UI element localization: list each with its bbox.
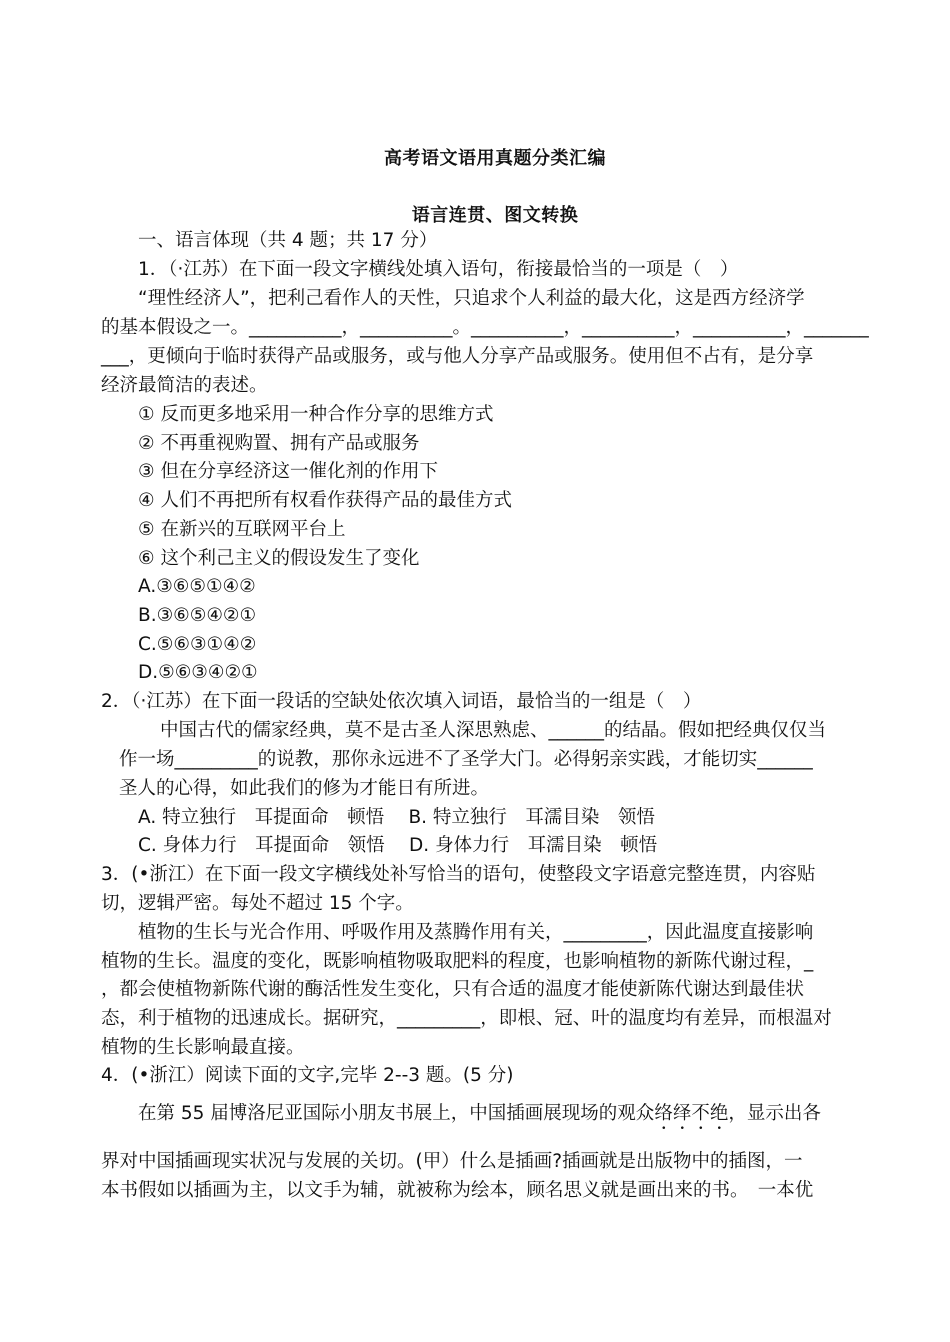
q1-item: ② 不再重视购置、拥有产品或服务 xyxy=(138,433,420,454)
q3-passage-line: 植物的生长与光合作用、呼吸作用及蒸腾作用有关，_________，因此温度直接影响 xyxy=(138,922,814,943)
q1-stem: 1．（·江苏）在下面一段文字横线处填入语句，衔接最恰当的一项是（ ） xyxy=(138,259,739,280)
q4-text-after: ，显示出各 xyxy=(728,1103,821,1124)
q3-stem-line: 切，逻辑严密。每处不超过 15 个字。 xyxy=(101,893,414,914)
q1-option: B.③⑥⑤④②① xyxy=(138,605,257,626)
document-title: 高考语文语用真题分类汇编 xyxy=(384,148,606,169)
q1-passage-line: ___，更倾向于临时获得产品或服务，或与他人分享产品或服务。使用但不占有，是分享 xyxy=(101,346,814,367)
q1-item: ① 反而更多地采用一种合作分享的思维方式 xyxy=(138,404,494,425)
q1-option: D.⑤⑥③④②① xyxy=(138,662,258,683)
q4-passage-line xyxy=(138,1102,821,1134)
q3-passage-line: 植物的生长。温度的变化，既影响植物吸取肥料的程度，也影响植物的新陈代谢过程，_ xyxy=(101,951,814,972)
q1-passage-line: 经济最简洁的表述。 xyxy=(101,375,268,396)
q3-stem-line: 3．(•浙江）在下面一段文字横线处补写恰当的语句，使整段文字语意完整连贯，内容贴 xyxy=(101,864,816,885)
q2-stem: 2．（·江苏）在下面一段话的空缺处依次填入词语，最恰当的一组是（ ） xyxy=(101,691,702,712)
q1-item: ⑤ 在新兴的互联网平台上 xyxy=(138,519,346,540)
q1-item: ④ 人们不再把所有权看作获得产品的最佳方式 xyxy=(138,490,512,511)
q1-passage-line: “理性经济人”，把利己看作人的天性，只追求个人利益的最大化，这是西方经济学 xyxy=(138,288,805,309)
q1-item: ⑥ 这个利己主义的假设发生了变化 xyxy=(138,548,420,569)
q1-passage-line: 的基本假设之一。__________，__________。__________，__________，__________，_______ xyxy=(101,317,869,338)
q1-option: C.⑤⑥③①④② xyxy=(138,634,257,655)
section-heading: 一、语言体现（共 4 题；共 17 分） xyxy=(138,230,438,251)
document-subtitle: 语言连贯、图文转换 xyxy=(411,205,579,226)
q1-option: A.③⑥⑤①④② xyxy=(138,576,256,597)
q4-passage-line: 本书假如以插画为主，以文手为辅，就被称为绘本，顾名思义就是画出来的书。 一本优 xyxy=(101,1180,814,1201)
q3-passage-line: 植物的生长影响最直接。 xyxy=(101,1037,305,1058)
q4-emphasized-phrase: 络绎不绝 xyxy=(654,1103,729,1124)
q4-passage-line: 界对中国插画现实状况与发展的关切。(甲）什么是插画?插画就是出版物中的插图，一 xyxy=(101,1151,803,1172)
q1-item: ③ 但在分享经济这一催化剂的作用下 xyxy=(138,461,438,482)
q2-passage-line: 作一场_________的说教，那你永远进不了圣学大门。必得躬亲实践，才能切实______ xyxy=(119,749,813,770)
q3-passage-line: 态，利于植物的迅速成长。据研究，_________，即根、冠、叶的温度均有差异，而根温对 xyxy=(101,1008,832,1029)
q4-text-before: 在第 55 届博洛尼亚国际小朋友书展上，中国插画展现场的观众 xyxy=(138,1103,655,1124)
q2-options-row: A. 特立独行 耳提面命 顿悟 B. 特立独行 耳濡目染 领悟 xyxy=(138,807,655,828)
q3-passage-line: ，都会使植物新陈代谢的酶活性发生变化，只有合适的温度才能使新陈代谢达到最佳状 xyxy=(101,979,805,1000)
q2-passage-line: 中国古代的儒家经典，莫不是古圣人深思熟虑、______的结晶。假如把经典仅仅当 xyxy=(160,720,827,741)
q4-stem: 4．(•浙江）阅读下面的文字,完毕 2--3 题。(5 分) xyxy=(101,1065,514,1086)
q2-passage-line: 圣人的心得，如此我们的修为才能日有所进。 xyxy=(119,778,490,799)
q2-options-row: C. 身体力行 耳提面命 领悟 D. 身体力行 耳濡目染 顿悟 xyxy=(138,835,658,856)
